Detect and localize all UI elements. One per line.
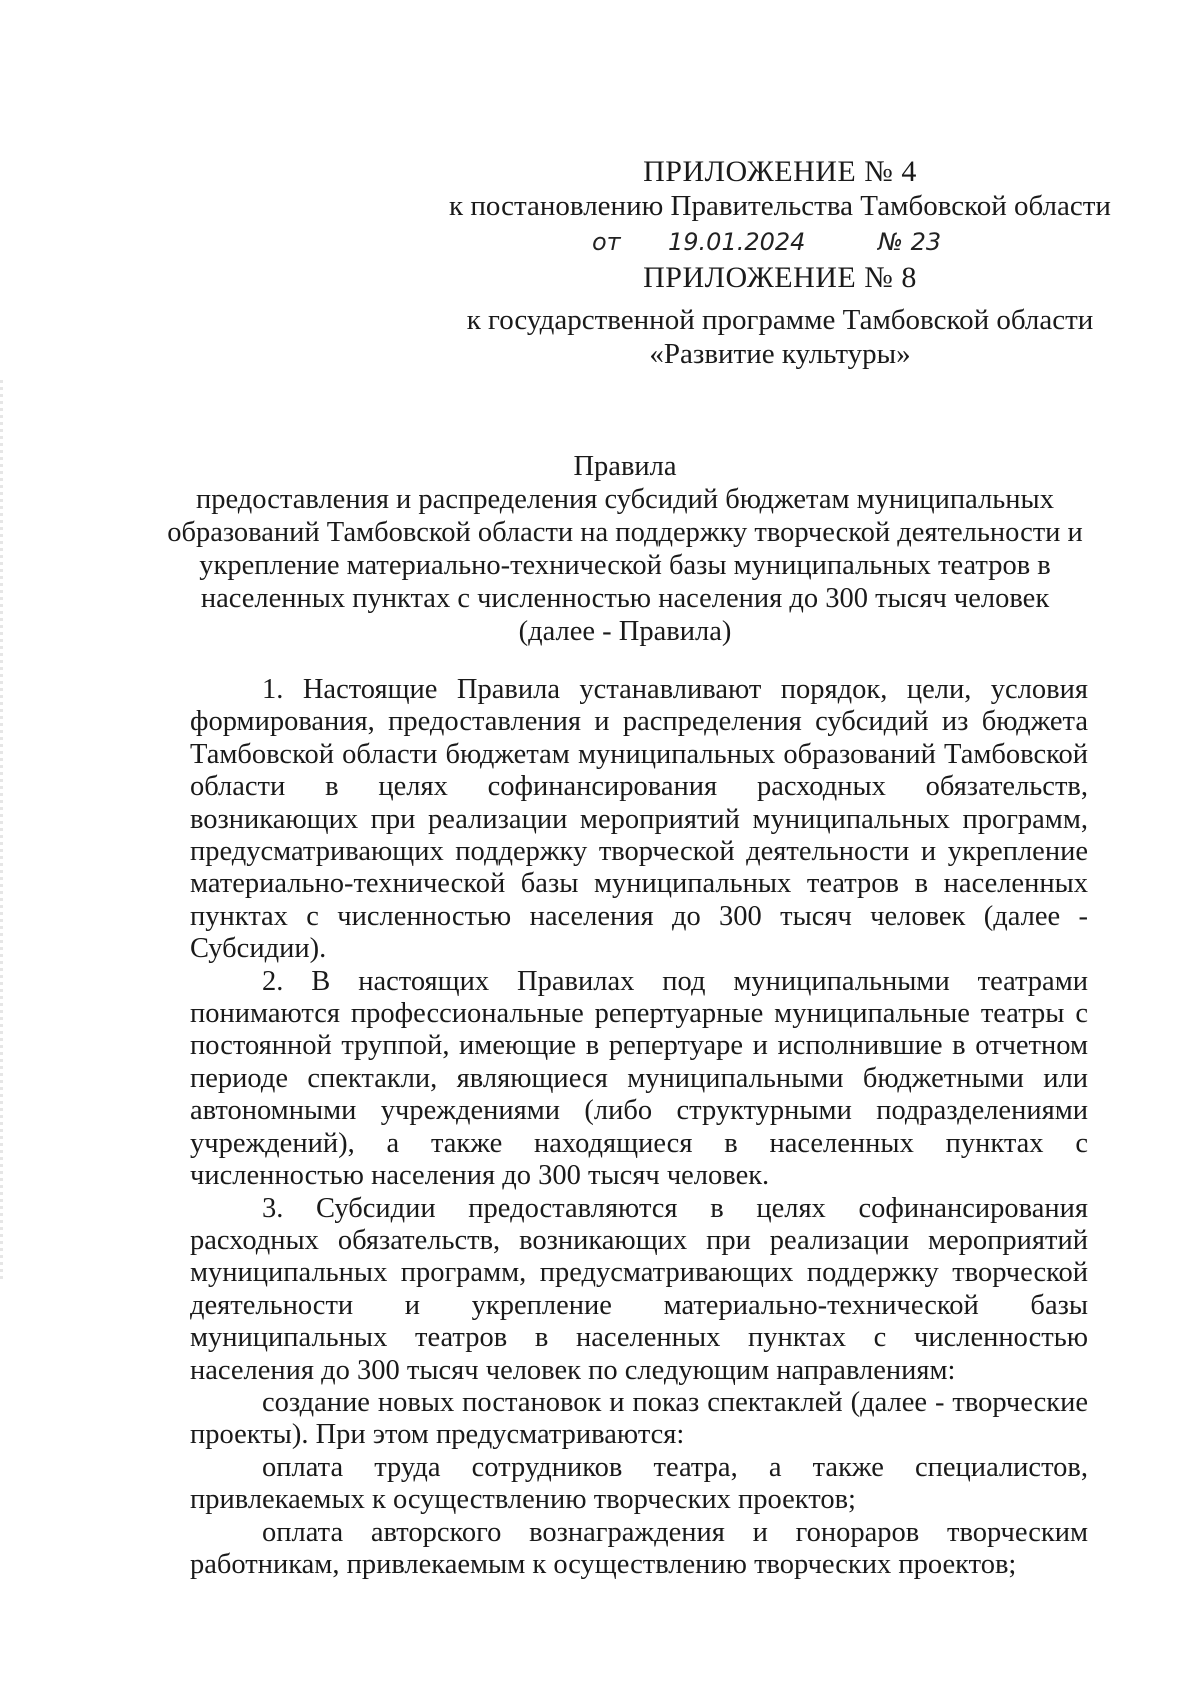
paragraph-staff-payment: оплата труда сотрудников театра, а также специалистов, привлекаемых к осуществлению творческих проектов; [190, 1451, 1088, 1516]
paragraph-creative-projects: создание новых постановок и показ спектаклей (далее - творческие проекты). При этом предусматриваются: [190, 1386, 1088, 1451]
appendix-header [440, 155, 1120, 371]
document-title-line: населенных пунктах с численностью населения до 300 тысяч человек [200, 583, 1050, 614]
appendix-title-2: ПРИЛОЖЕНИЕ № 8 [643, 261, 917, 294]
document-body [190, 674, 1088, 1581]
handwritten-ot: от [592, 228, 621, 256]
document-title-main: Правила [573, 451, 677, 482]
document-title-line: предоставления и распределения субсидий бюджетам муниципальных [196, 484, 1054, 515]
document-title-line: укрепление материально-технической базы муниципальных театров в [199, 550, 1051, 581]
document-title-line: (далее - Правила) [518, 616, 732, 647]
handwritten-date-number [440, 223, 1120, 261]
paragraph-3: 3. Субсидии предоставляются в целях софинансирования расходных обязательств, возникающих при реализации мероприятий муниципальных программ, предусматривающих поддержку творческой деятельности и укрепление материально-технической базы муниципальных театров в населенных пунктах с численностью населения до 300 тысяч человек по следующим направлениям: [190, 1192, 1088, 1386]
program-reference: к государственной программе Тамбовской области [466, 304, 1094, 336]
document-title [150, 450, 1100, 648]
appendix-title: ПРИЛОЖЕНИЕ № 4 [643, 155, 917, 188]
paragraph-2: 2. В настоящих Правилах под муниципальными театрами понимаются профессиональные репертуарные муниципальные театры с постоянной труппой, имеющие в репертуаре и исполнившие в отчетном периоде спектакли, являющиеся муниципальными бюджетными или автономными учреждениями (либо структурными подразделениями учреждений), а также находящиеся в населенных пунктах с численностью населения до 300 тысяч человек. [190, 965, 1088, 1192]
resolution-reference: к постановлению Правительства Тамбовской области [449, 190, 1111, 222]
program-name: «Развитие культуры» [649, 338, 911, 370]
scan-edge-artifact [0, 380, 3, 1280]
handwritten-number: № 23 [878, 228, 942, 256]
document-title-line: образований Тамбовской области на поддержку творческой деятельности и [167, 517, 1083, 548]
paragraph-1: 1. Настоящие Правила устанавливают порядок, цели, условия формирования, предоставления и распределения субсидий из бюджета Тамбовской области бюджетам муниципальных образований Тамбовской области в целях софинансирования расходных обязательств, возникающих при реализации мероприятий муниципальных программ, предусматривающих поддержку творческой деятельности и укрепление материально-технической базы муниципальных театров в населенных пунктах с численностью населения до 300 тысяч человек (далее - Субсидии). [190, 674, 1088, 965]
handwritten-date: 19.01.2024 [668, 228, 806, 256]
paragraph-author-fees: оплата авторского вознаграждения и гонораров творческим работникам, привлекаемым к осуществлению творческих проектов; [190, 1516, 1088, 1580]
